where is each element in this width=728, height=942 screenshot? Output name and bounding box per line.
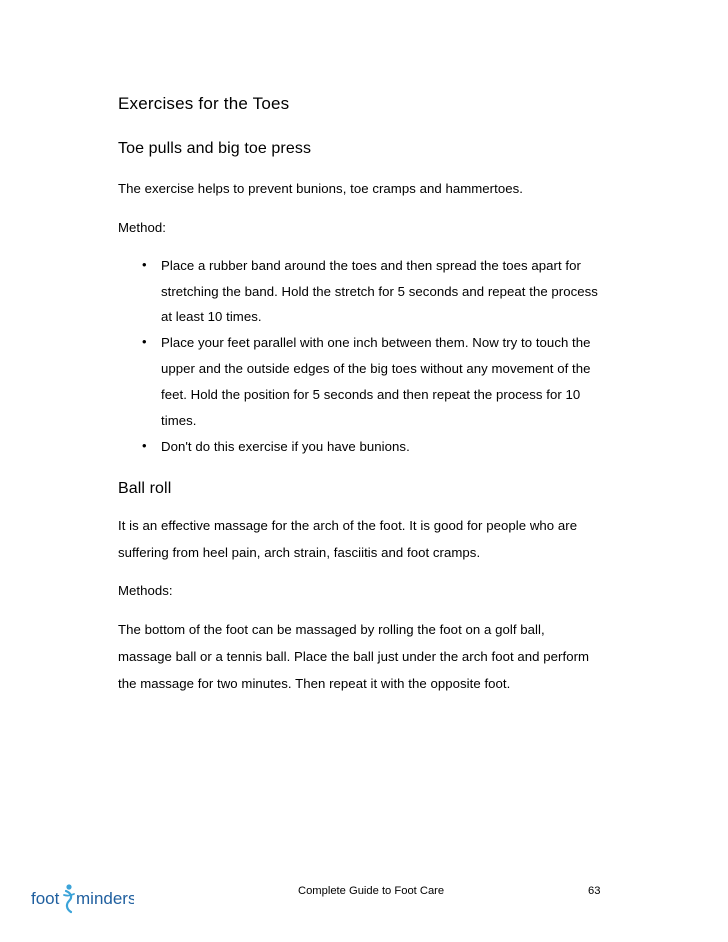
exercise-title-ball-roll: Ball roll: [118, 480, 172, 497]
bullet-2-line-2: upper and the outside edges of the big toes without any movement of the: [161, 361, 591, 376]
footer-title: Complete Guide to Foot Care: [298, 885, 445, 897]
bullet-2-line-1: Place your feet parallel with one inch between them. Now try to touch the: [161, 335, 591, 350]
footminders-logo: [31, 882, 134, 915]
bullet-marker: •: [142, 334, 147, 349]
bullet-1-line-3: at least 10 times.: [161, 309, 262, 324]
ball-roll-description-line-1: It is an effective massage for the arch of the foot. It is good for people who are: [118, 518, 578, 533]
ball-roll-description-line-2: suffering from heel pain, arch strain, fasciitis and foot cramps.: [118, 545, 481, 560]
exercise-description: The exercise helps to prevent bunions, toe cramps and hammertoes.: [118, 181, 523, 196]
bullet-marker: •: [142, 438, 147, 453]
bullet-2-line-4: times.: [161, 413, 197, 428]
figure-icon: [64, 884, 74, 912]
bullet-marker: •: [142, 257, 147, 272]
logo-text-minders: minders: [76, 889, 134, 908]
page-number: 63: [588, 885, 601, 897]
ball-roll-method-line-2: massage ball or a tennis ball. Place the ball just under the arch foot and perform: [118, 649, 590, 664]
methods-label: Methods:: [118, 583, 173, 598]
method-label: Method:: [118, 220, 167, 235]
ball-roll-method-line-1: The bottom of the foot can be massaged by rolling the foot on a golf ball,: [118, 622, 545, 637]
ball-roll-method-line-3: the massage for two minutes. Then repeat it with the opposite foot.: [118, 676, 511, 691]
section-title: Exercises for the Toes: [118, 94, 290, 113]
bullet-1-line-1: Place a rubber band around the toes and then spread the toes apart for: [161, 258, 581, 273]
logo-text-foot: foot: [31, 889, 60, 908]
bullet-1-line-2: stretching the band. Hold the stretch for 5 seconds and repeat the process: [161, 284, 598, 299]
bullet-2-line-3: feet. Hold the position for 5 seconds and then repeat the process for 10: [161, 387, 581, 402]
exercise-title-toe-pulls: Toe pulls and big toe press: [118, 140, 312, 157]
bullet-3-line-1: Don't do this exercise if you have bunions.: [161, 439, 410, 454]
